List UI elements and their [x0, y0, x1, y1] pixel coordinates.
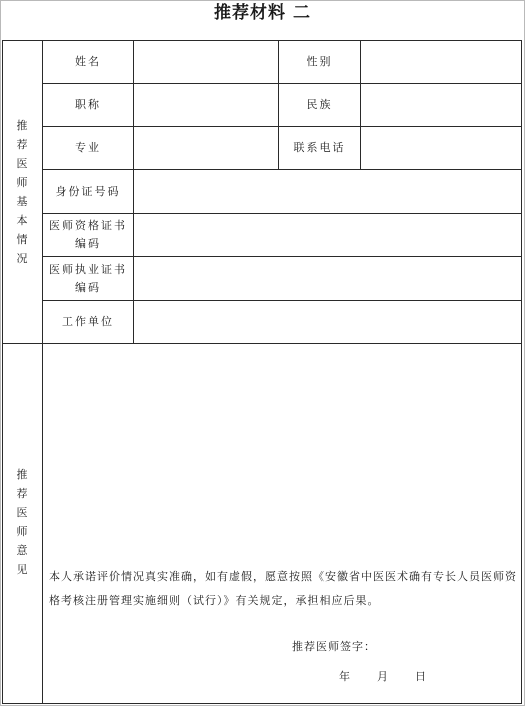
date-day-label: 日 [415, 670, 426, 683]
ethnicity-field[interactable] [361, 84, 521, 126]
title-field[interactable] [134, 84, 278, 126]
workplace-field[interactable] [134, 301, 521, 343]
gender-field[interactable] [361, 41, 521, 83]
table-border-left [2, 40, 3, 704]
title-label: 职称 [75, 98, 101, 111]
gender-label: 性别 [306, 55, 333, 68]
id-number-label: 身份证号码 [55, 184, 121, 198]
phone-field[interactable] [361, 127, 521, 169]
major-field[interactable] [134, 127, 278, 169]
date-year-label: 年 [339, 670, 350, 683]
date-month-label: 月 [377, 670, 388, 683]
basic-section-side-label: 推荐医师基本情况 [16, 119, 28, 265]
phone-label: 联系电话 [293, 141, 346, 154]
qualification-cert-label: 医师资格证书编码 [49, 219, 127, 250]
qualification-cert-field[interactable] [134, 214, 521, 256]
section-divider [2, 343, 522, 344]
major-label: 专业 [75, 141, 101, 154]
opinion-section-side-label: 推荐医师意见 [16, 468, 28, 576]
id-number-field[interactable] [134, 170, 521, 213]
signature-label: 推荐医师签字： [292, 640, 376, 653]
commitment-statement: 本人承诺评价情况真实准确，如有虚假，愿意按照《安徽省中医医术确有专长人员医师资格考核注册管理实施细则（试行）》有关规定，承担相应后果。 [49, 570, 517, 607]
practice-cert-label: 医师执业证书编码 [49, 262, 127, 294]
page-title: 推荐材料 二 [214, 3, 311, 23]
name-label: 姓名 [75, 55, 101, 68]
name-field[interactable] [134, 41, 278, 83]
practice-cert-field[interactable] [134, 257, 521, 300]
table-border-right [521, 40, 522, 704]
workplace-label: 工作单位 [62, 315, 114, 328]
table-border-bottom [2, 703, 522, 704]
ethnicity-label: 民族 [306, 98, 333, 111]
